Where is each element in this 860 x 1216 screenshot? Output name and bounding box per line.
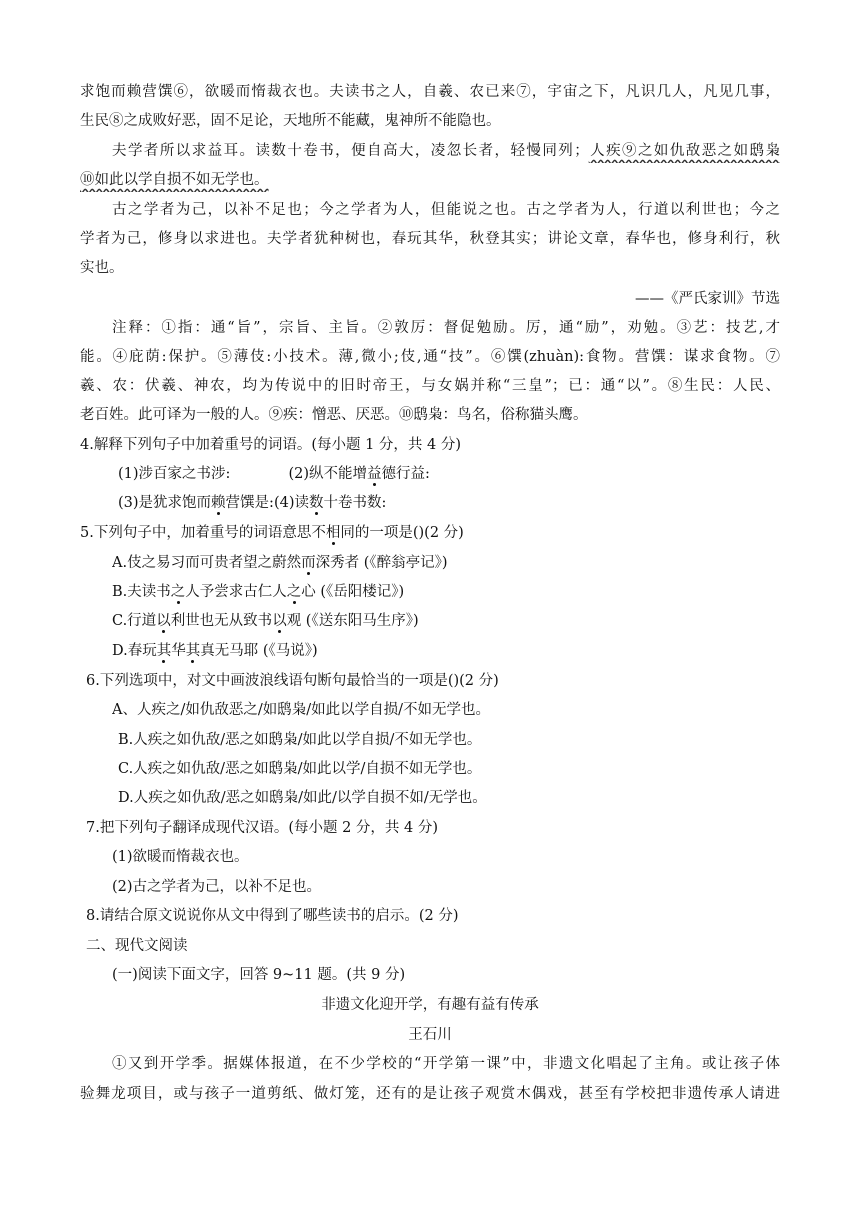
passage-line: 古之学者为己，以补不足也；今之学者为人，但能说之也。古之学者为人，行道以利世也；今之: [112, 202, 780, 218]
passage-line: 求饱而赖营馔⑥，欲暖而惰裁衣也。夫读书之人，自羲、农已来⑦，宇宙之下，凡识几人，凡见几事，: [80, 84, 780, 100]
article-line: ①又到开学季。据媒体报道，在不少学校的“开学第一课”中，非遗文化唱起了主角。或让孩子体: [112, 1056, 780, 1072]
wavy-underlined-sentence: 人疾⑨之如仇敌恶之如鸱枭: [588, 143, 780, 159]
question-4-items-row2: (3)是犹求饱而赖营馔是:(4)读数十卷书数:: [118, 495, 387, 511]
wavy-underlined-sentence: ⑩如此以学自损不如无学也。: [80, 172, 269, 188]
passage-source: ——《严氏家训》节选: [635, 291, 780, 307]
emphasis-dot-word: 赖: [211, 495, 226, 511]
emphasis-dot-word: 以: [272, 613, 287, 629]
question-7-item: (2)古之学者为己，以补不足也。: [112, 879, 322, 895]
article-author: 王石川: [408, 1027, 452, 1043]
passage-line: 夫学者所以求益耳。读数十卷书，便自高大，凌忽长者，轻慢同列；人疾⑨之如仇敌恶之如鸱枭: [112, 143, 780, 159]
article-title: 非遗文化迎开学，有趣有益有传承: [321, 997, 539, 1013]
question-4-items-row1: (1)涉百家之书涉: (2)纵不能增益德行益:: [118, 466, 430, 482]
emphasis-dot-word: 益: [366, 466, 382, 482]
question-5-option-b: B.夫读书之人予尝求古仁人之心 (《岳阳楼记》): [112, 584, 405, 600]
emphasis-dot-word: 相: [325, 525, 341, 541]
section-instruction: (一)阅读下面文字，回答 9~11 题。(共 9 分): [112, 967, 406, 983]
emphasis-dot-word: 数: [308, 495, 324, 511]
question-6-option-c: C.人疾之如仇敌/恶之如鸱枭/如此以学/自损不如无学也。: [118, 761, 482, 777]
question-5-option-c: C.行道以利世也无从致书以观 (《送东阳马生序》): [112, 613, 419, 629]
notes-line: 羲、农：伏羲、神农，均为传说中的旧时帝王，与女娲并称“三皇”；已：通“以”。⑧生民：人民、: [80, 378, 780, 394]
passage-line: 实也。: [80, 260, 124, 276]
question-5-option-a: A.伎之易习而可贵者望之蔚然而深秀者 (《醉翁亭记》): [112, 555, 448, 571]
question-7-item: (1)欲暖而惰裁衣也。: [112, 849, 249, 865]
emphasis-dot-word: 其: [185, 643, 201, 659]
section-heading: 二、现代文阅读: [86, 938, 188, 954]
notes-line: 老百姓。此可译为一般的人。⑨疾：憎恶、厌恶。⑩鸱枭：鸟名，俗称猫头鹰。: [80, 407, 588, 423]
emphasis-dot-word: 其: [156, 643, 172, 659]
passage-line: 学者为己，修身以求进也。夫学者犹种树也，春玩其华，秋登其实；讲论文章，春华也，修身利行，秋: [80, 231, 780, 247]
question-8-stem: 8.请结合原文说说你从文中得到了哪些读书的启示。(2 分): [86, 908, 459, 924]
question-6-option-a: A、人疾之/如仇敌恶之/如鸱枭/如此以学自损/不如无学也。: [112, 702, 491, 718]
emphasis-dot-word: 之: [170, 584, 186, 600]
question-6-stem: 6.下列选项中，对文中画波浪线语句断句最恰当的一项是()(2 分): [86, 673, 499, 689]
question-7-stem: 7.把下列句子翻译成现代汉语。(每小题 2 分，共 4 分): [86, 820, 439, 836]
question-6-option-d: D.人疾之如仇敌/恶之如鸱枭/如此/以学自损不如/无学也。: [118, 790, 487, 806]
emphasis-dot-word: 之: [286, 584, 302, 600]
passage-line: 生民⑧之成败好恶，固不足论，天地所不能藏，鬼神所不能隐也。: [80, 113, 501, 129]
article-line: 验舞龙项目，或与孩子一道剪纸、做灯笼，还有的是让孩子观赏木偶戏，甚至有学校把非遗传承人请进: [80, 1086, 780, 1102]
question-4-stem: 4.解释下列句子中加着重号的词语。(每小题 1 分，共 4 分): [80, 437, 462, 453]
emphasis-dot-word: 以: [156, 613, 171, 629]
emphasis-dot-word: 而: [301, 555, 316, 571]
question-6-option-b: B.人疾之如仇敌/恶之如鸱枭/如此以学自损/不如无学也。: [118, 732, 482, 748]
question-5-option-d: D.春玩其华其真无马耶 (《马说》): [112, 643, 318, 659]
notes-line: 注释：①指：通“旨”，宗旨、主旨。②敦厉：督促勉励。厉，通“励”，劝勉。③艺：技艺,才: [112, 320, 780, 336]
passage-line: [80, 170, 780, 192]
notes-line: 能。④庇荫:保护。⑤薄伎:小技术。薄,微小;伎,通“技”。⑥馔(zhuàn):食物。营馔：谋求食物。⑦: [80, 349, 780, 365]
question-5-stem: 5.下列句子中，加着重号的词语意思不相同的一项是()(2 分): [80, 525, 464, 541]
